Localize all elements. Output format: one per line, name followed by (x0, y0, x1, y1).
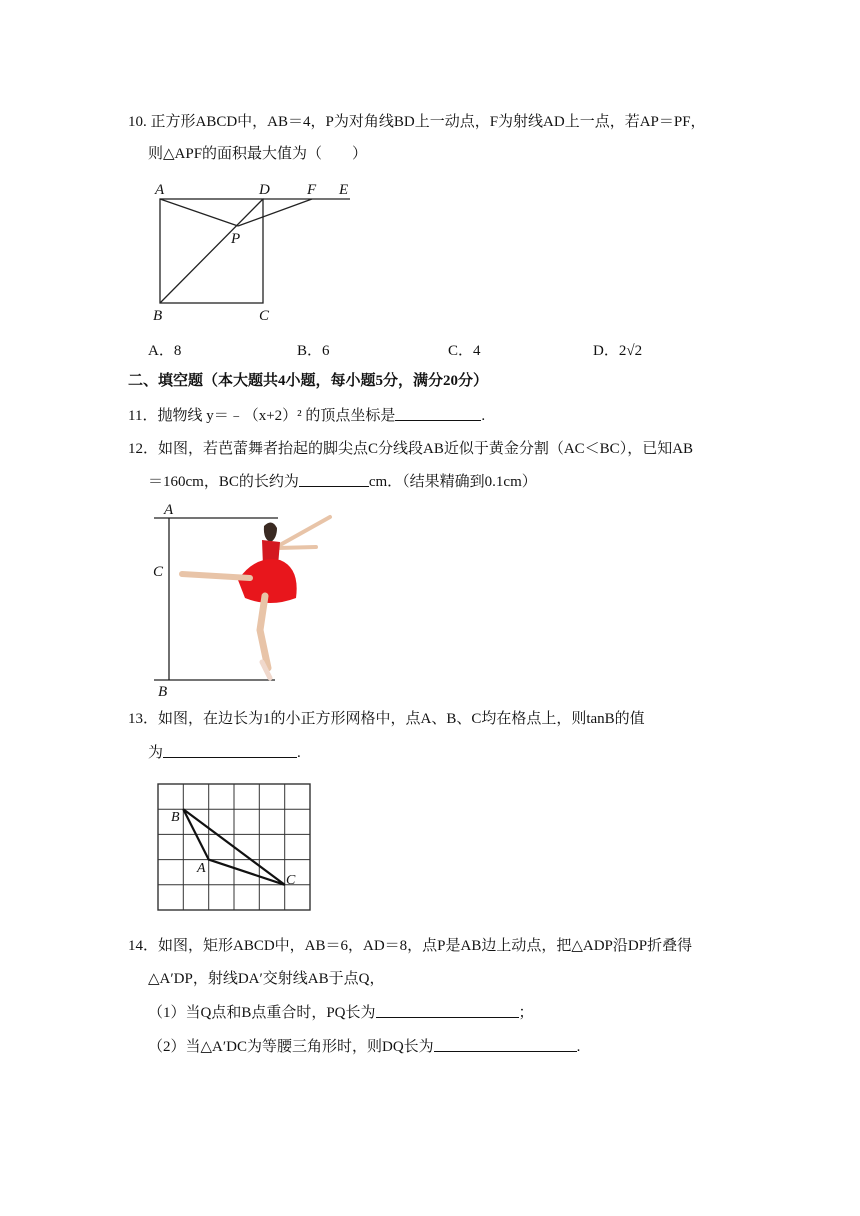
q10-label-p: P (231, 231, 241, 247)
q11 (128, 405, 485, 427)
ballerina-image (182, 517, 330, 678)
q12-text: ＝160cm，BC的长约为 (148, 474, 299, 490)
q14-line2: △A′DP，射线DA′交射线AB于点Q， (148, 971, 385, 987)
q10-option-b[interactable]: B．6 (297, 343, 330, 359)
q10-option-d[interactable]: D．2√2 (593, 343, 643, 359)
q10-label-a: A (155, 182, 165, 198)
q14-sub2-suffix: . (576, 1039, 581, 1055)
q13-text: 为 (148, 745, 164, 761)
q10-line2: 则△APF的面积最大值为（ ） (148, 146, 368, 162)
q10-label-e: E (339, 182, 349, 198)
q10-label-c: C (259, 308, 270, 324)
q13-line1: 13．如图，在边长为1的小正方形网格中，点A、B、C均在格点上，则tanB的值 (128, 711, 645, 727)
q13-figure (150, 776, 316, 916)
q12-label-c: C (153, 564, 164, 580)
q13-label-c: C (286, 873, 296, 888)
q12-answer-blank[interactable] (299, 471, 369, 487)
q12-label-b: B (158, 684, 168, 700)
q12-line2 (148, 471, 537, 493)
q14-sub2-answer-blank[interactable] (434, 1036, 577, 1052)
q12-figure (150, 500, 350, 700)
q13-suffix: . (297, 745, 301, 761)
q11-suffix: . (481, 408, 486, 424)
q13-label-a: A (197, 861, 206, 876)
q13-line2 (148, 742, 301, 764)
q13-answer-blank[interactable] (163, 742, 297, 758)
q10-label-d: D (259, 182, 270, 198)
q12-label-a: A (164, 502, 174, 518)
q10-option-c[interactable]: C．4 (448, 343, 481, 359)
q11-text: 11．抛物线 y＝﹣（x+2）² 的顶点坐标是 (128, 408, 396, 424)
section-2-heading: 二、填空题（本大题共4小题，每小题5分，满分20分） (128, 373, 489, 389)
q14-sub2-text: （2）当△A′DC为等腰三角形时，则DQ长为 (148, 1039, 434, 1055)
q12-suffix: cm．（结果精确到0.1cm） (368, 474, 537, 490)
q14-sub1-answer-blank[interactable] (376, 1002, 519, 1018)
q12-line1: 12．如图，若芭蕾舞者抬起的脚尖点C分线段AB近似于黄金分割（AC＜BC），已知AB (128, 441, 694, 457)
q14-line1: 14．如图，矩形ABCD中，AB＝6，AD＝8，点P是AB边上动点，把△ADP沿DP折叠得 (128, 938, 693, 954)
q10-figure (145, 176, 365, 324)
q14-sub1 (148, 1002, 534, 1024)
q10-option-a[interactable]: A．8 (148, 343, 182, 359)
q14-sub1-text: （1）当Q点和B点重合时，PQ长为 (148, 1005, 376, 1021)
q13-label-b: B (171, 810, 180, 825)
q10-line1: 10. 正方形ABCD中，AB＝4，P为对角线BD上一动点，F为射线AD上一点，若AP＝PF， (128, 114, 706, 130)
q10-label-f: F (307, 182, 317, 198)
q10-label-b: B (153, 308, 163, 324)
q14-sub1-suffix: ； (518, 1005, 534, 1021)
q14-sub2 (148, 1036, 580, 1058)
q11-answer-blank[interactable] (395, 405, 481, 421)
